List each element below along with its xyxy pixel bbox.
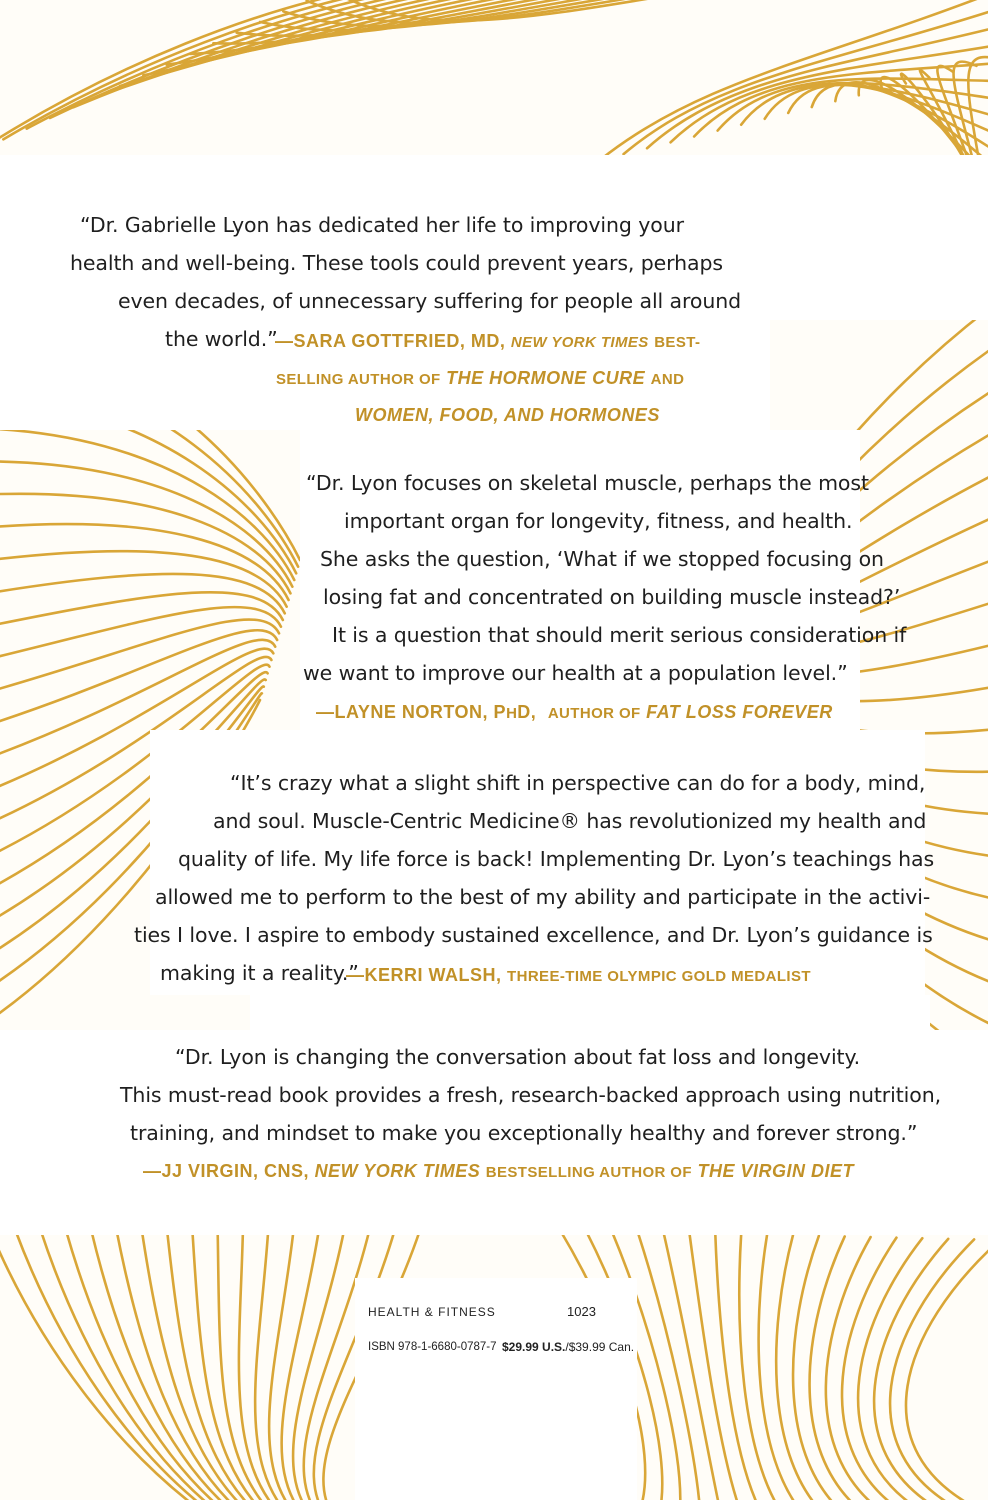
attribution-name: —SARA GOTTFRIED, MD,	[275, 331, 506, 351]
attribution-name: —JJ VIRGIN, CNS,	[143, 1161, 310, 1181]
price-box	[355, 1278, 637, 1500]
quote-1-line-4: the world.”	[165, 327, 278, 351]
attribution-book: FAT LOSS FOREVER	[646, 702, 833, 722]
attribution-book: WOMEN, FOOD, AND HORMONES	[355, 405, 660, 425]
gold-line	[793, 1236, 840, 1500]
gold-line	[91, 1230, 230, 1500]
quote-2-line-3: She asks the question, ‘What if we stopped focusing on	[320, 547, 884, 571]
attribution-role: BESTSELLING AUTHOR OF	[485, 1164, 692, 1181]
quote-3	[0, 764, 988, 994]
isbn-text: ISBN 978-1-6680-0787-7	[368, 1341, 497, 1353]
attribution-name: —KERRI WALSH,	[346, 965, 502, 985]
gold-line	[776, 1235, 820, 1500]
quote-1	[0, 206, 988, 426]
quote-2-attribution	[316, 693, 833, 734]
quote-1-line-1: “Dr. Gabrielle Lyon has dedicated her life to improving your	[80, 213, 684, 237]
attribution-degree-h: H	[506, 705, 518, 722]
attribution-role: AUTHOR OF	[547, 705, 641, 722]
gold-line	[664, 1232, 720, 1500]
attribution-role: THREE-TIME OLYMPIC GOLD MEDALIST	[507, 968, 811, 985]
gold-line	[255, 1230, 284, 1500]
quote-4-line-3: training, and mindset to make you exceptionally healthy and forever strong.”	[130, 1121, 918, 1145]
quote-1-attribution-2	[276, 359, 684, 400]
quote-3-line-3: quality of life. My life force is back! Implementing Dr. Lyon’s teachings has	[178, 847, 935, 871]
quote-1-line-2: health and well-being. These tools could prevent years, perhaps	[70, 251, 723, 275]
attribution-and: AND	[650, 371, 685, 388]
category-label: HEALTH & FITNESS	[368, 1305, 496, 1319]
quote-3-line-5: ties I love. I aspire to embody sustained excellence, and Dr. Lyon’s guidance is	[134, 923, 933, 947]
gold-line	[15, 1230, 207, 1500]
gold-line	[66, 1230, 223, 1500]
quote-4	[0, 1038, 988, 1198]
quote-1-attribution	[275, 322, 700, 363]
attribution-book: THE HORMONE CURE	[446, 368, 646, 388]
quote-2-line-2: important organ for longevity, fitness, and health.	[344, 509, 853, 533]
price-can: /$39.99 Can.	[565, 1340, 635, 1354]
quote-3-attribution	[346, 956, 811, 997]
quote-4-attribution	[143, 1152, 854, 1193]
category-code: 1023	[567, 1304, 596, 1319]
gold-line	[27, 0, 406, 129]
gold-line	[689, 1233, 740, 1500]
quote-1-attribution-3	[355, 396, 660, 435]
price	[502, 1340, 634, 1354]
attribution-publication: NEW YORK TIMES	[314, 1161, 481, 1181]
quote-3-line-6: making it a reality.”	[160, 961, 359, 985]
panel-link-2	[250, 995, 930, 1030]
gold-line	[41, 1230, 216, 1500]
gold-fan-top-left	[0, 0, 700, 150]
gold-line	[0, 0, 360, 150]
quote-4-line-1: “Dr. Lyon is changing the conversation about fat loss and longevity.	[175, 1045, 861, 1069]
quote-3-line-1: “It’s crazy what a slight shift in perspective can do for a body, mind,	[230, 771, 926, 795]
attribution-publication: NEW YORK TIMES	[510, 334, 649, 351]
attribution-role: BEST-	[654, 334, 701, 351]
quote-3-line-2: and soul. Muscle-Centric Medicine® has revolutionized my health and	[213, 809, 927, 833]
quote-2-line-4: losing fat and concentrated on building muscle instead?’	[323, 585, 901, 609]
quote-2-line-1: “Dr. Lyon focuses on skeletal muscle, perhaps the most	[306, 471, 869, 495]
attribution-role: SELLING AUTHOR OF	[276, 371, 441, 388]
quote-2-line-5: It is a question that should merit serious consideration if	[332, 623, 907, 647]
gold-line	[293, 1230, 344, 1500]
attribution-name: —LAYNE NORTON,	[316, 702, 489, 722]
gold-line	[715, 1234, 760, 1500]
price-us: $29.99 U.S.	[502, 1340, 566, 1354]
quote-3-line-4: allowed me to perform to the best of my ability and participate in the activi-	[155, 885, 931, 909]
attribution-degree-d: D,	[517, 702, 537, 722]
attribution-degree-p: P	[493, 702, 507, 722]
quote-4-line-2: This must-read book provides a fresh, research-backed approach using nutrition,	[120, 1083, 942, 1107]
quote-2-line-6: we want to improve our health at a population level.”	[303, 661, 848, 685]
quote-2	[0, 464, 988, 724]
attribution-book: THE VIRGIN DIET	[697, 1161, 854, 1181]
quote-1-line-3: even decades, of unnecessary suffering for people all around	[118, 289, 742, 313]
